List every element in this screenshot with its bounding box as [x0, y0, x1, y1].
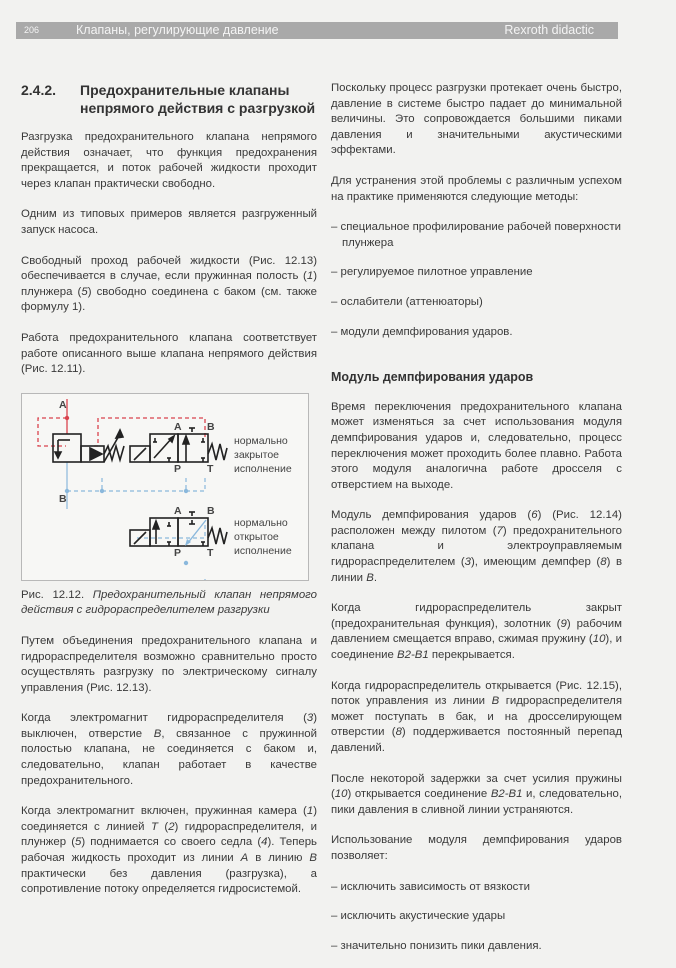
port-label-b: B [59, 492, 67, 505]
list-item: – значительно понизить пики давления. [331, 939, 542, 952]
valve1-port-p: P [174, 462, 182, 475]
list-item: – регулируемое пилотное управление [331, 266, 533, 279]
paragraph: Работа предохранительного клапана соответствует работе описанного выше клапана непрямого действия (Рис. 12.11). [21, 331, 317, 376]
valve2-port-t: T [207, 546, 214, 559]
left-column [21, 81, 317, 913]
paragraph: Путем объединения предохранительного клапана и гидрораспределителя возможно сравнительно просто осуществлять разгрузку по электрическому сигналу управления (Рис. 12.13). [21, 634, 317, 694]
normally-closed-label: нормально закрытое исполнение [234, 434, 292, 475]
right-column [331, 81, 622, 968]
subheading: Модуль демпфирования ударов [331, 370, 534, 385]
running-header [16, 22, 618, 39]
section-number: 2.4.2. [21, 82, 57, 98]
list-item: – модули демпфирования ударов. [331, 325, 513, 338]
section-title-line2: непрямого действия с разгрузкой [80, 100, 316, 116]
page-number: 206 [24, 25, 40, 35]
paragraph: Модуль демпфирования ударов (6) (Рис. 12.14) расположен между пилотом (7) предохранительного клапана и электроуправляемым гидрораспределителем (3), имеющим демпфер (8) в линии B. [331, 509, 623, 584]
paragraph: Когда электромагнит включен, пружинная камера (1) соединяется с линией T (2) гидрораспределителя, и плунжер (5) поднимается со своего седла (4). Теперь рабочая жидкость проходит из линии A в линию B практически без давления (разгрузка), а сопротивление потоку определяется гидросистемой. [21, 805, 317, 896]
valve2-port-p: P [174, 546, 182, 559]
paragraph: Одним из типовых примеров является разгруженный запуск насоса. [21, 208, 317, 236]
port-label-a: A [59, 398, 67, 411]
paragraph: Когда гидрораспределитель закрыт (предохранительная функция), золотник (9) рабочим давлением смещается вправо, сжимая пружину (10), и соединение B2-B1 перекрывается. [331, 602, 622, 662]
valve2-port-a: A [174, 504, 182, 517]
list-item: – специальное профилирование рабочей поверхности плунжера [331, 221, 621, 249]
valve1-port-a: A [174, 420, 182, 433]
paragraph: Свободный проход рабочей жидкости (Рис. 12.13) обеспечивается в случае, если пружинная полость (1) плунжера (5) свободно соединена с баком (см. также формулу 1). [21, 254, 317, 314]
figure-12-12-diagram [21, 393, 309, 581]
valve1-port-b: B [207, 420, 215, 433]
chapter-title: Клапаны, регулирующие давление [76, 23, 279, 37]
list-item: – исключить акустические удары [331, 910, 506, 923]
paragraph: Поскольку процесс разгрузки протекает очень быстро, давление в системе быстро падает до минимальной величины. Это сопровождается большими пиками давления и значительными акустическими эффектами. [331, 82, 622, 157]
normally-open-label: нормально открытое исполнение [234, 516, 292, 557]
brand-label: Rexroth didactic [504, 23, 594, 37]
section-title-line1: Предохранительные клапаны [80, 82, 290, 98]
paragraph: Когда электромагнит гидрораспределителя (3) выключен, отверстие B, связанное с пружинной полостью клапана, не соединяется с баком и, следовательно, клапан работает в качестве предохранительного. [21, 712, 317, 787]
valve1-port-t: T [207, 462, 214, 475]
paragraph: Время переключения предохранительного клапана может изменяться за счет использования модуля демпфирования ударов и, следовательно, процесс переключения может проходить более плавно. Работа этого модуля аналогична работе дросселя с отверстием на выходе. [331, 400, 622, 491]
figure-caption: Рис. 12.12. Предохранительный клапан непрямого действия с гидрораспределителем разгрузки [21, 588, 317, 617]
paragraph: Разгрузка предохранительного клапана непрямого действия означает, что функция предохранения прекращается, и поток рабочей жидкости проходит через клапан практически свободно. [21, 131, 317, 190]
paragraph: Когда гидрораспределитель открывается (Рис. 12.15), поток управления из линии B гидрораспределителя может поступать в бак, и на дросселирующем отверстии (8) поддерживается постоянный перепад давлений. [331, 679, 622, 754]
paragraph: Для устранения этой проблемы с различным успехом на практике применяются следующие методы: [331, 174, 622, 203]
section-heading [21, 81, 317, 117]
valve2-port-b: B [207, 504, 215, 517]
list-item: – исключить зависимость от вязкости [331, 880, 530, 893]
list-item: – ослабители (аттенюаторы) [331, 295, 483, 308]
paragraph: Использование модуля демпфирования ударов позволяет: [331, 834, 622, 862]
paragraph: После некоторой задержки за счет усилия пружины (10) открывается соединение B2-B1 и, следовательно, пики давления в сливной линии устраняются. [331, 772, 622, 816]
